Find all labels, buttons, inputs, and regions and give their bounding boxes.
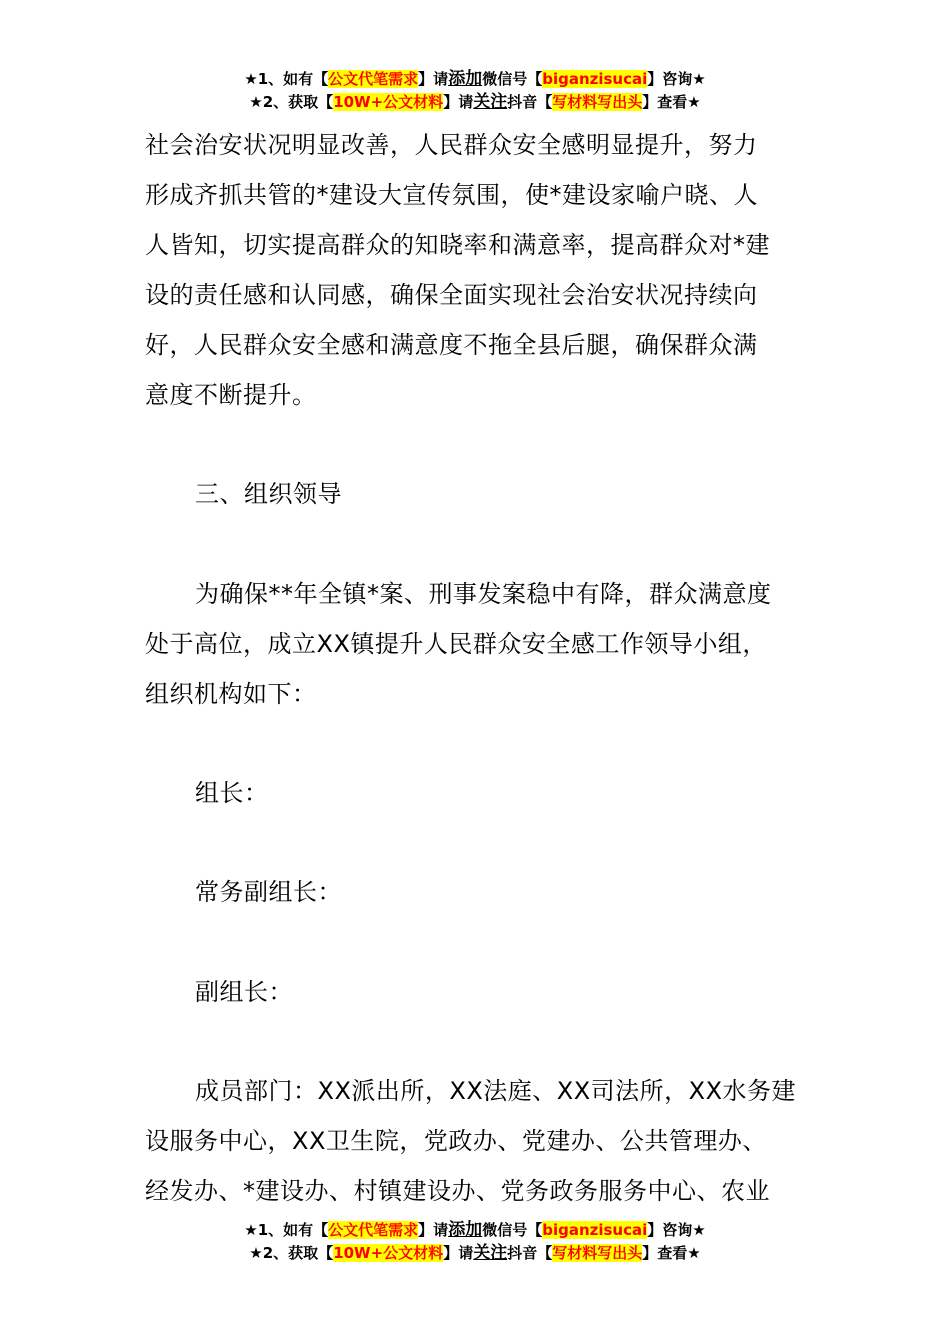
banner-highlight: 公文代笔需求 bbox=[328, 1221, 419, 1239]
text-line: 社会治安状况明显改善，人民群众安全感明显提升，努力 bbox=[145, 131, 758, 159]
banner-underlined: 添加 bbox=[448, 69, 483, 89]
banner-text: 微信号【 bbox=[482, 70, 543, 88]
text-line: 副组长： bbox=[195, 978, 293, 1006]
banner-text: 】请 bbox=[418, 1221, 449, 1239]
banner-text: 】查看★ bbox=[642, 93, 701, 111]
banner-text: 】查看★ bbox=[642, 1244, 701, 1262]
text-line: 处于高位，成立XX镇提升人民群众安全感工作领导小组， bbox=[145, 630, 767, 658]
heading-text: 三、组织领导 bbox=[195, 480, 342, 508]
members-paragraph bbox=[145, 1066, 810, 1216]
wechat-id-highlight: biganzisucai bbox=[542, 70, 648, 88]
banner-line-1 bbox=[0, 68, 950, 91]
banner-underlined: 添加 bbox=[448, 1220, 483, 1240]
banner-text: 微信号【 bbox=[482, 1221, 543, 1239]
banner-text: 抖音【 bbox=[507, 93, 553, 111]
douyin-highlight: 写材料写出头 bbox=[552, 93, 643, 111]
banner-text: 】请 bbox=[443, 93, 474, 111]
text-line: 组长： bbox=[195, 779, 269, 807]
text-line: 设的责任感和认同感，确保全面实现社会治安状况持续向 bbox=[145, 281, 758, 309]
text-line: 形成齐抓共管的*建设大宣传氛围，使*建设家喻户晓、人 bbox=[145, 181, 758, 209]
banner-text: ★1、如有【 bbox=[244, 70, 329, 88]
banner-text: 】请 bbox=[443, 1244, 474, 1262]
banner-text: ★2、获取【 bbox=[249, 1244, 334, 1262]
text-line: 意度不断提升。 bbox=[145, 381, 317, 409]
banner-text: 抖音【 bbox=[507, 1244, 553, 1262]
banner-text: ★2、获取【 bbox=[249, 93, 334, 111]
text-line: 好，人民群众安全感和满意度不拖全县后腿，确保群众满 bbox=[145, 331, 758, 359]
text-line: 经发办、*建设办、村镇建设办、党务政务服务中心、农业 bbox=[145, 1177, 770, 1205]
banner-line-2 bbox=[0, 1242, 950, 1265]
banner-text: 】咨询★ bbox=[647, 1221, 706, 1239]
banner-line-2 bbox=[0, 91, 950, 114]
text-line: 成员部门：XX派出所，XX法庭、XX司法所，XX水务建 bbox=[195, 1077, 797, 1105]
banner-highlight: 10W+公文材料 bbox=[333, 1244, 444, 1262]
banner-text: ★1、如有【 bbox=[244, 1221, 329, 1239]
banner-underlined: 关注 bbox=[473, 1243, 508, 1263]
text-line: 组织机构如下： bbox=[145, 680, 317, 708]
paragraph-2 bbox=[145, 569, 810, 719]
bottom-banner bbox=[0, 1219, 950, 1265]
banner-underlined: 关注 bbox=[473, 92, 508, 112]
text-line: 为确保**年全镇*案、刑事发案稳中有降，群众满意度 bbox=[195, 580, 772, 608]
top-banner bbox=[0, 68, 950, 114]
banner-text: 】咨询★ bbox=[647, 70, 706, 88]
deputy-line bbox=[145, 967, 810, 1017]
text-line: 常务副组长： bbox=[195, 878, 342, 906]
wechat-id-highlight: biganzisucai bbox=[542, 1221, 648, 1239]
banner-line-1 bbox=[0, 1219, 950, 1242]
douyin-highlight: 写材料写出头 bbox=[552, 1244, 643, 1262]
banner-text: 】请 bbox=[418, 70, 449, 88]
text-line: 设服务中心，XX卫生院，党政办、党建办、公共管理办、 bbox=[145, 1127, 767, 1155]
banner-highlight: 公文代笔需求 bbox=[328, 70, 419, 88]
exec-deputy-line bbox=[145, 867, 810, 917]
banner-highlight: 10W+公文材料 bbox=[333, 93, 444, 111]
section-heading bbox=[145, 469, 810, 519]
text-line: 人皆知，切实提高群众的知晓率和满意率，提高群众对*建 bbox=[145, 231, 770, 259]
paragraph-1 bbox=[145, 120, 810, 420]
leader-line bbox=[145, 768, 810, 818]
